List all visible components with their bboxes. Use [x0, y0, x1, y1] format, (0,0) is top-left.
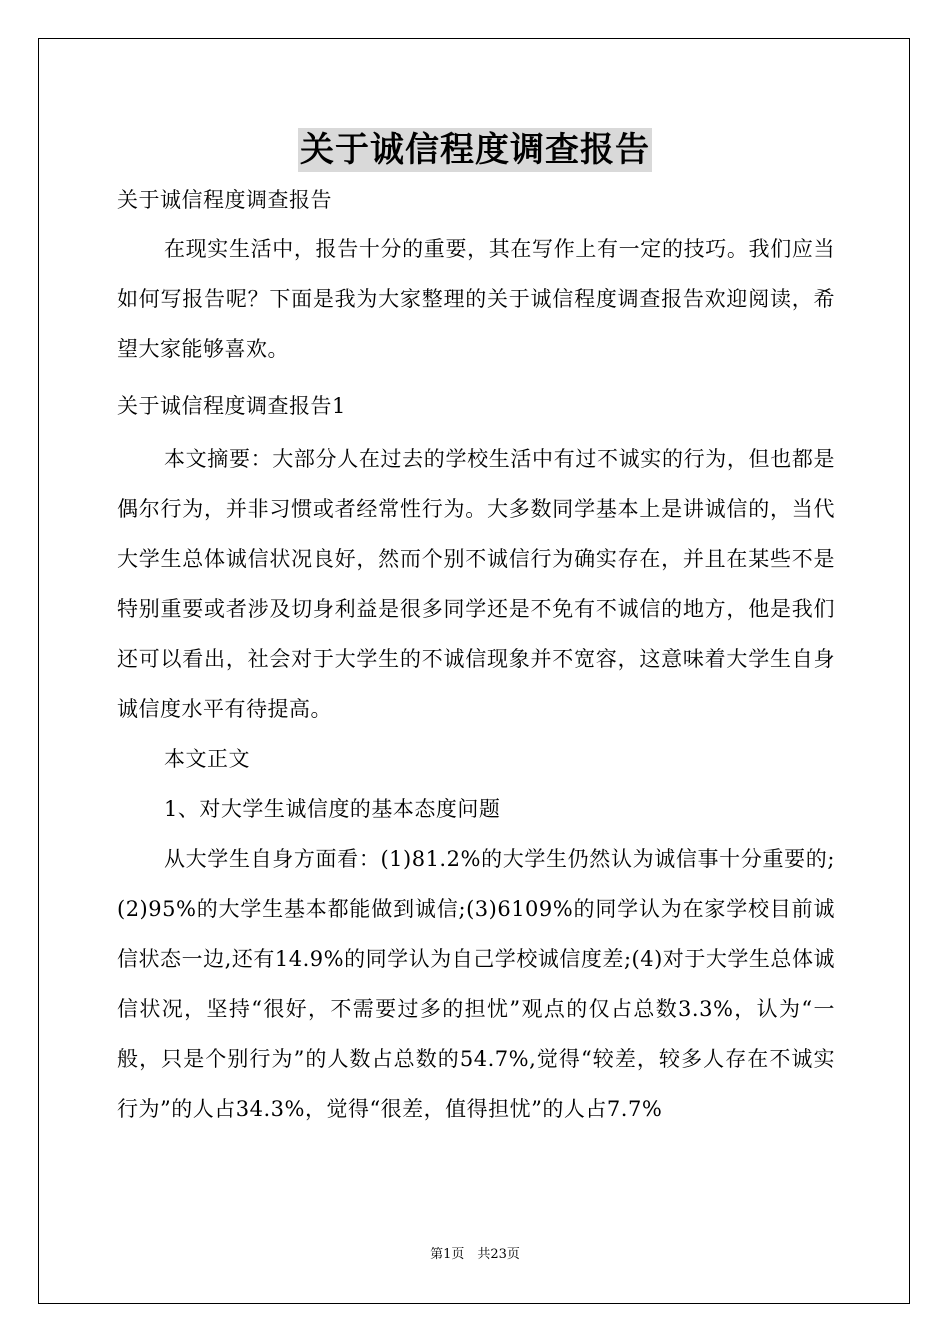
section-heading: 关于诚信程度调查报告1	[117, 394, 346, 418]
page-footer: 第1页 共23页	[430, 1247, 520, 1262]
body-heading: 本文正文	[164, 747, 250, 771]
subtitle: 关于诚信程度调查报告	[117, 188, 332, 212]
title-container	[0, 128, 950, 172]
document-title: 关于诚信程度调查报告	[300, 130, 650, 170]
item-paragraph: 从大学生自身方面看：(1)81.2%的大学生仍然认为诚信事十分重要的;(2)95%的大学生基本都能做到诚信;(3)6109%的同学认为在家学校目前诚信状态一边,还有14.9%的同学认为自己学校诚信度差;(4)对于大学生总体诚信状况，坚持“很好，不需要过多的担忧”观点的仅占总数3.3%，认为“一般，只是个别行为”的人数占总数的54.7%,觉得“较差，较多人存在不诚实行为”的人占34.3%，觉得“很差，值得担忧”的人占7.7%	[117, 847, 835, 1121]
abstract-paragraph: 本文摘要：大部分人在过去的学校生活中有过不诚实的行为，但也都是偶尔行为，并非习惯或者经常性行为。大多数同学基本上是讲诚信的，当代大学生总体诚信状况良好，然而个别不诚信行为确实存在，并且在某些不是特别重要或者涉及切身利益是很多同学还是不免有不诚信的地方，他是我们还可以看出，社会对于大学生的不诚信现象并不宽容，这意味着大学生自身诚信度水平有待提高。	[117, 447, 835, 721]
item-heading: 1、对大学生诚信度的基本态度问题	[164, 797, 501, 821]
intro-paragraph: 在现实生活中，报告十分的重要，其在写作上有一定的技巧。我们应当如何写报告呢？下面是我为大家整理的关于诚信程度调查报告欢迎阅读，希望大家能够喜欢。	[117, 237, 835, 361]
document-body	[117, 180, 835, 1134]
